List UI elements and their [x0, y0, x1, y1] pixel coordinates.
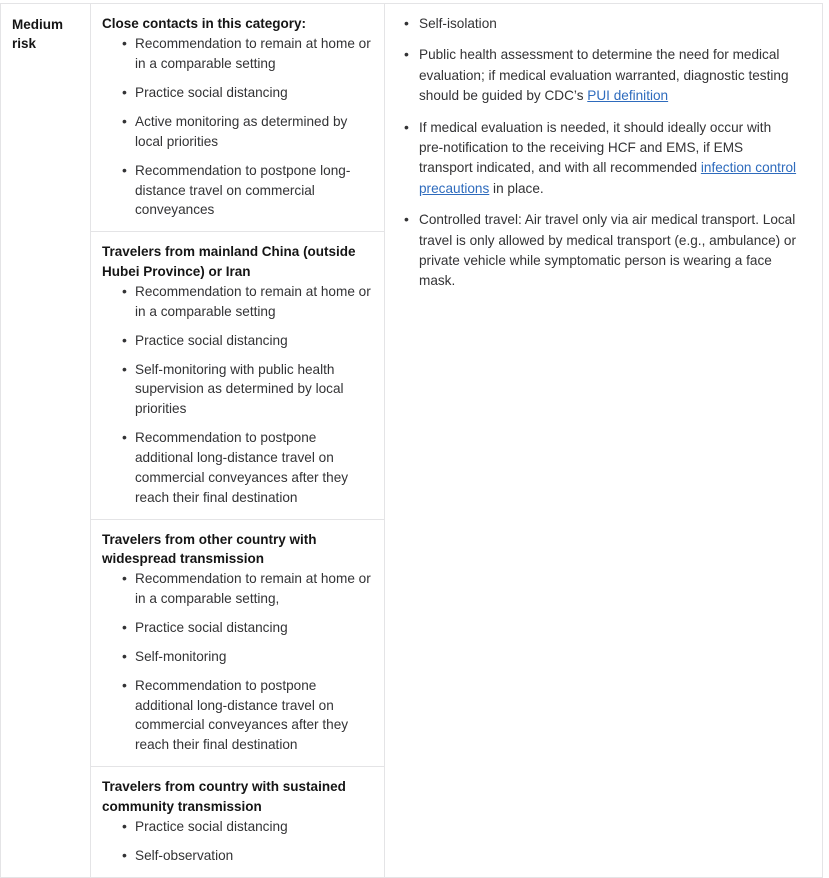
- list-item: • Public health assessment to determine the need for medical evaluation; if medical evaluation warranted, diagnostic testing should be guided by CDC’s PUI definition: [396, 45, 798, 106]
- list-item: • Self-monitoring with public health supervision as determined by local priorities: [102, 360, 376, 420]
- recommendation-section: [91, 519, 384, 767]
- doc-link[interactable]: PUI definition: [587, 88, 669, 104]
- recommendation-section-body: [91, 4, 384, 231]
- risk-level-label: Medium risk: [12, 17, 64, 52]
- actions-list: [396, 14, 798, 292]
- recommendation-section-heading: Travelers from country with sustained community transmission: [102, 779, 346, 814]
- list-item: • Practice social distancing: [102, 331, 376, 351]
- recommendation-list: [102, 34, 376, 220]
- recommendation-list: [102, 569, 376, 755]
- recommendation-section-body: [91, 232, 384, 518]
- list-item: • Practice social distancing: [102, 618, 376, 638]
- list-item: • Self-isolation: [396, 14, 798, 34]
- actions-cell: [385, 4, 823, 878]
- risk-guidance-table: [0, 3, 823, 878]
- list-item: • Recommendation to remain at home or in a comparable setting: [102, 282, 376, 322]
- recommendation-section-heading: Close contacts in this category:: [102, 16, 307, 31]
- list-item: • Practice social distancing: [102, 83, 376, 103]
- recommendation-section-heading: Travelers from other country with widespread transmission: [102, 531, 317, 566]
- recommendation-section-body: [91, 520, 384, 767]
- recommendation-section: [91, 767, 384, 877]
- recommendations-cell: [91, 4, 385, 878]
- list-item: • Recommendation to postpone long-distance travel on commercial conveyances: [102, 161, 376, 221]
- list-item: • Practice social distancing: [102, 817, 376, 837]
- list-item: • Active monitoring as determined by local priorities: [102, 112, 376, 152]
- recommendation-section: [91, 232, 384, 519]
- table-row: [1, 4, 823, 878]
- list-item: • Self-observation: [102, 846, 376, 866]
- list-item: • Recommendation to postpone additional long-distance travel on commercial conveyances after they reach their final destination: [102, 676, 376, 755]
- list-item: • Self-monitoring: [102, 647, 376, 667]
- recommendation-list: [102, 282, 376, 507]
- list-item: • Recommendation to postpone additional long-distance travel on commercial conveyances after they reach their final destination: [102, 428, 376, 507]
- list-item: • Recommendation to remain at home or in a comparable setting,: [102, 569, 376, 609]
- list-item: • If medical evaluation is needed, it should ideally occur with pre-notification to the receiving HCF and EMS, if EMS transport indicated, and with all recommended infection control precautions in place.: [396, 118, 798, 200]
- list-item: • Controlled travel: Air travel only via air medical transport. Local travel is only allowed by medical transport (e.g., ambulance) or private vehicle while symptomatic person is wearing a face mask.: [396, 210, 798, 292]
- recommendation-sections: [91, 4, 384, 877]
- recommendation-section-cell: [91, 232, 384, 519]
- recommendation-section-cell: [91, 4, 384, 232]
- recommendation-section-cell: [91, 519, 384, 767]
- recommendation-section-heading: Travelers from mainland China (outside Hubei Province) or Iran: [102, 244, 356, 279]
- recommendation-section-body: [91, 767, 384, 877]
- recommendation-list: [102, 817, 376, 866]
- risk-level-cell: [1, 4, 91, 878]
- recommendation-section-cell: [91, 767, 384, 877]
- recommendation-section: [91, 4, 384, 232]
- doc-link[interactable]: infection control precautions: [419, 160, 797, 196]
- list-item: • Recommendation to remain at home or in a comparable setting: [102, 34, 376, 74]
